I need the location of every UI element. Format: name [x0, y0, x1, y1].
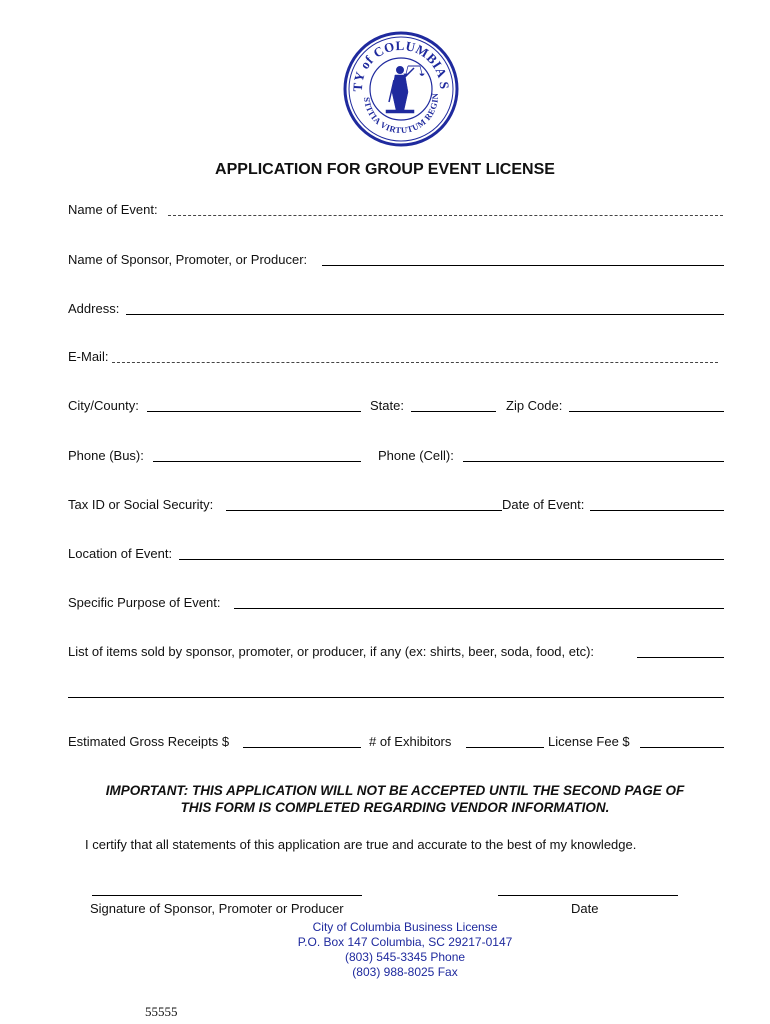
- city-county-label: City/County:: [68, 398, 139, 413]
- form-number: 55555: [145, 1004, 178, 1019]
- zip-field[interactable]: [569, 411, 724, 412]
- purpose-label: Specific Purpose of Event:: [68, 595, 221, 610]
- exhibitors-label: # of Exhibitors: [369, 734, 452, 749]
- state-field[interactable]: [411, 411, 496, 412]
- phone-cell-label: Phone (Cell):: [378, 448, 454, 463]
- form-title: APPLICATION FOR GROUP EVENT LICENSE: [215, 161, 555, 178]
- phone-bus-label: Phone (Bus):: [68, 448, 144, 463]
- signature-field[interactable]: [92, 895, 362, 896]
- signature-date-field[interactable]: [498, 895, 678, 896]
- date-of-event-field[interactable]: [590, 510, 724, 511]
- exhibitors-field[interactable]: [466, 747, 544, 748]
- gross-receipts-field[interactable]: [243, 747, 361, 748]
- tax-id-field[interactable]: [226, 510, 502, 511]
- sponsor-label: Name of Sponsor, Promoter, or Producer:: [68, 252, 308, 267]
- important-notice-line2: THIS FORM IS COMPLETED REGARDING VENDOR INFORMATION.: [180, 800, 610, 815]
- gross-receipts-label: Estimated Gross Receipts $: [68, 734, 230, 749]
- address-field[interactable]: [126, 314, 724, 315]
- license-fee-label: License Fee $: [548, 734, 630, 749]
- footer-address: P.O. Box 147 Columbia, SC 29217-0147: [297, 935, 513, 949]
- items-sold-label: List of items sold by sponsor, promoter, or producer, if any (ex: shirts, beer, soda, food, etc):: [68, 644, 595, 659]
- certification-statement: I certify that all statements of this application are true and accurate to the best of my knowledge.: [85, 837, 637, 852]
- svg-text:JUSTITIA VIRTUTUM REGINA: STITIA VIRTUTUM REGIN: [361, 92, 441, 136]
- zip-label: Zip Code:: [506, 398, 563, 413]
- items-sold-field-continued[interactable]: [68, 697, 724, 698]
- tax-id-label: Tax ID or Social Security:: [68, 497, 214, 512]
- name-of-event-field[interactable]: [168, 215, 723, 216]
- sponsor-field[interactable]: [322, 265, 724, 266]
- phone-bus-field[interactable]: [153, 461, 361, 462]
- footer-fax: (803) 988-8025 Fax: [352, 965, 458, 979]
- signature-date-label: Date: [571, 901, 599, 916]
- city-seal-logo: [342, 30, 460, 148]
- license-fee-field[interactable]: [640, 747, 724, 748]
- items-sold-field[interactable]: [637, 657, 724, 658]
- location-field[interactable]: [179, 559, 724, 560]
- city-county-field[interactable]: [147, 411, 361, 412]
- signature-label: Signature of Sponsor, Promoter or Producer: [90, 901, 344, 916]
- location-label: Location of Event:: [68, 546, 173, 561]
- phone-cell-field[interactable]: [463, 461, 724, 462]
- email-label: E-Mail:: [68, 349, 109, 364]
- footer-phone: (803) 545-3345 Phone: [344, 950, 466, 964]
- purpose-field[interactable]: [234, 608, 724, 609]
- state-label: State:: [370, 398, 404, 413]
- email-field[interactable]: [112, 362, 718, 363]
- address-label: Address:: [68, 301, 120, 316]
- important-notice-line1: IMPORTANT: THIS APPLICATION WILL NOT BE ACCEPTED UNTIL THE SECOND PAGE OF: [105, 783, 685, 798]
- name-of-event-label: Name of Event:: [68, 202, 158, 217]
- svg-text:CITY of COLUMBIA S.C.: TY of COLUMBIA S: [349, 37, 453, 92]
- footer-office-name: City of Columbia Business License: [312, 920, 498, 934]
- date-of-event-label: Date of Event:: [502, 497, 585, 512]
